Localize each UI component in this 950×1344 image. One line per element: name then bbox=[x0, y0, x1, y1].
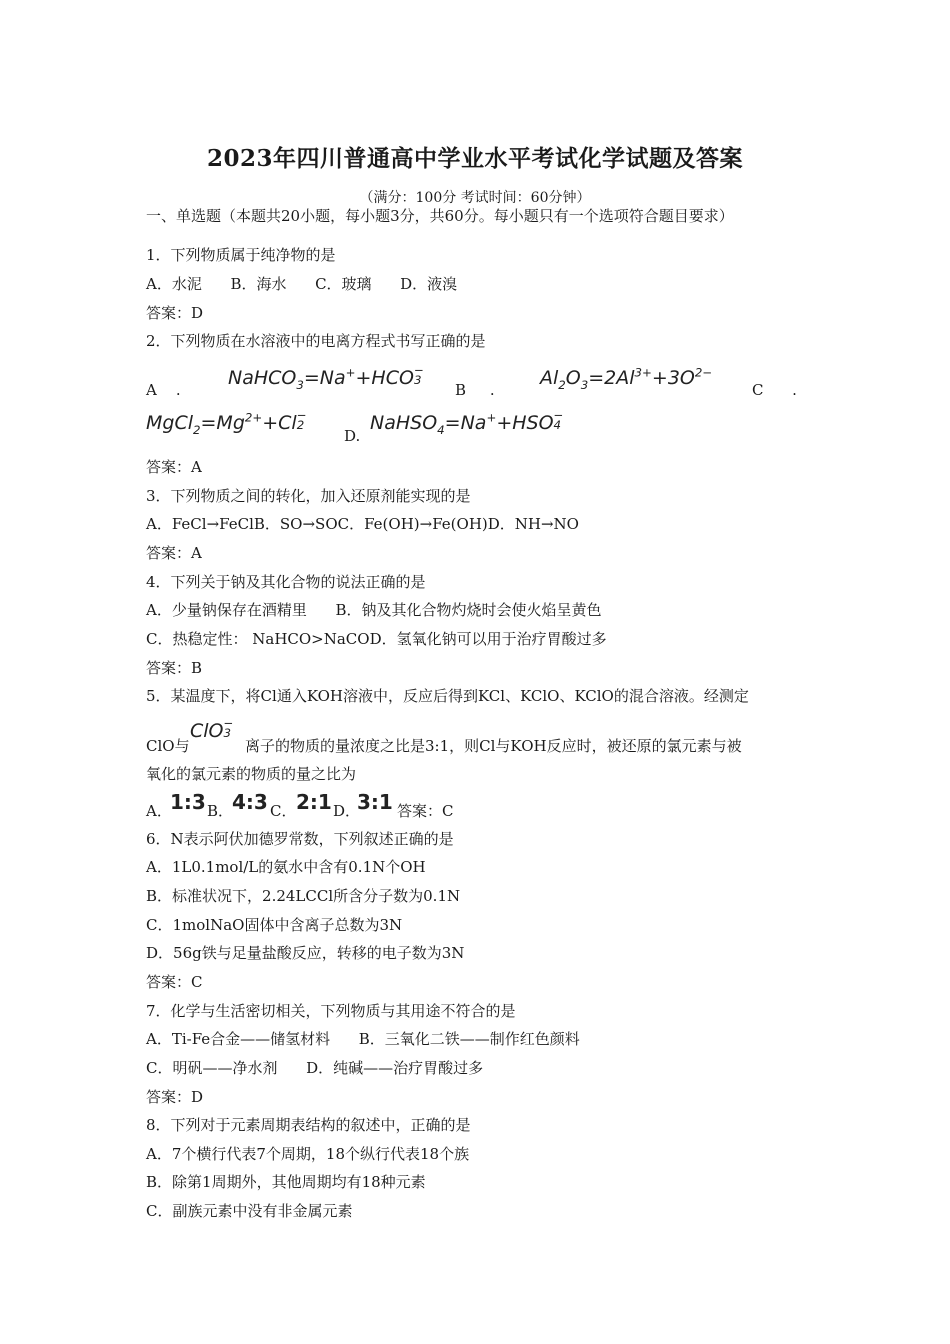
question-2-answer: 答案：A bbox=[146, 458, 202, 476]
question-8-option-b: B．除第1周期外，其他周期均有18种元素 bbox=[146, 1173, 426, 1191]
question-5-stem-cont: 离子的物质的量浓度之比是3:1，则Cl与KOH反应时，被还原的氯元素与被 bbox=[245, 737, 742, 755]
question-2-label-a: A . bbox=[146, 381, 181, 399]
question-8-stem: 8．下列对于元素周期表结构的叙述中，正确的是 bbox=[146, 1116, 471, 1134]
question-6-option-a: A．1L0.1mol/L的氨水中含有0.1N个OH bbox=[146, 858, 426, 876]
question-7-stem: 7．化学与生活密切相关，下列物质与其用途不符合的是 bbox=[146, 1002, 516, 1020]
question-7-options-cd: C．明矾——净水剂 D．纯碱——治疗胃酸过多 bbox=[146, 1059, 484, 1077]
equation-nahco3: NaHCO$_3$=Na++HCO − 3 bbox=[228, 362, 424, 392]
question-5-label-c: C． bbox=[270, 802, 297, 820]
question-4-options-ab: A．少量钠保存在酒精里 B．钠及其化合物灼烧时会使火焰呈黄色 bbox=[146, 601, 602, 619]
question-5-option-b: 4:3 bbox=[232, 790, 268, 814]
question-1-stem: 1．下列物质属于纯净物的是 bbox=[146, 246, 336, 264]
question-5-option-c: 2:1 bbox=[296, 790, 332, 814]
question-5-label-d: D． bbox=[333, 802, 361, 820]
question-6-answer: 答案：C bbox=[146, 973, 203, 991]
formula-clo3: ClO − 3 bbox=[190, 715, 234, 742]
document-title: 2023年四川普通高中学业水平考试化学试题及答案 bbox=[206, 145, 743, 172]
question-3-options: A．FeCl→FeClB．SO→SOC．Fe(OH)→Fe(OH)D．NH→NO bbox=[146, 515, 579, 533]
equation-nahso4: NaHSO$_4$=Na++HSO − 4 bbox=[370, 407, 564, 437]
question-8-option-a: A．7个横行代表7个周期，18个纵行代表18个族 bbox=[146, 1145, 470, 1163]
question-5-answer: 答案：C bbox=[397, 802, 454, 820]
question-4-answer: 答案：B bbox=[146, 659, 203, 677]
question-5-stem: 5．某温度下，将Cl通入KOH溶液中，反应后得到KCl、KClO、KClO的混合溶液。经测定 bbox=[146, 687, 749, 705]
section-heading: 一、单选题（本题共20小题，每小题3分，共60分。每小题只有一个选项符合题目要求） bbox=[146, 207, 734, 225]
question-1-answer: 答案：D bbox=[146, 304, 204, 322]
equation-mgcl2: $MgCl_2=Mg^{2+}+Cl$ − 2 bbox=[146, 407, 307, 437]
question-2-stem: 2．下列物质在水溶液中的电离方程式书写正确的是 bbox=[146, 332, 486, 350]
question-6-option-b: B．标准状况下，2.24LCCl所含分子数为0.1N bbox=[146, 887, 461, 905]
question-3-answer: 答案：A bbox=[146, 544, 202, 562]
question-7-options-ab: A．Ti-Fe合金——储氢材料 B．三氧化二铁——制作红色颜料 bbox=[146, 1030, 580, 1048]
question-7-answer: 答案：D bbox=[146, 1088, 204, 1106]
question-6-option-c: C．1molNaO固体中含离子总数为3N bbox=[146, 916, 403, 934]
question-1-options: A．水泥 B．海水 C．玻璃 D．液溴 bbox=[146, 275, 458, 293]
question-6-stem: 6．N表示阿伏加德罗常数，下列叙述正确的是 bbox=[146, 830, 454, 848]
question-6-option-d: D．56g铁与足量盐酸反应，转移的电子数为3N bbox=[146, 944, 465, 962]
question-4-options-cd: C．热稳定性： NaHCO>NaCOD．氢氧化钠可以用于治疗胃酸过多 bbox=[146, 630, 607, 648]
question-3-stem: 3．下列物质之间的转化，加入还原剂能实现的是 bbox=[146, 487, 471, 505]
question-5-stem-end: 氧化的氯元素的物质的量之比为 bbox=[146, 765, 357, 783]
question-5-clo-prefix: ClO与 bbox=[146, 737, 190, 755]
question-5-option-d: 3:1 bbox=[357, 790, 393, 814]
question-5-label-b: B． bbox=[207, 802, 234, 820]
question-8-option-c: C．副族元素中没有非金属元素 bbox=[146, 1202, 353, 1220]
question-2-label-c: C . bbox=[752, 381, 797, 399]
question-5-label-a: A． bbox=[146, 802, 172, 820]
exam-info: （满分：100分 考试时间：60分钟） bbox=[359, 190, 591, 206]
question-2-label-d: D. bbox=[344, 427, 361, 445]
question-4-stem: 4．下列关于钠及其化合物的说法正确的是 bbox=[146, 573, 426, 591]
question-2-label-b: B . bbox=[455, 381, 495, 399]
equation-al2o3: $Al_2O_3=2Al^{3+}+3O^{2-}$ bbox=[540, 365, 713, 392]
question-5-option-a: 1:3 bbox=[170, 790, 206, 814]
